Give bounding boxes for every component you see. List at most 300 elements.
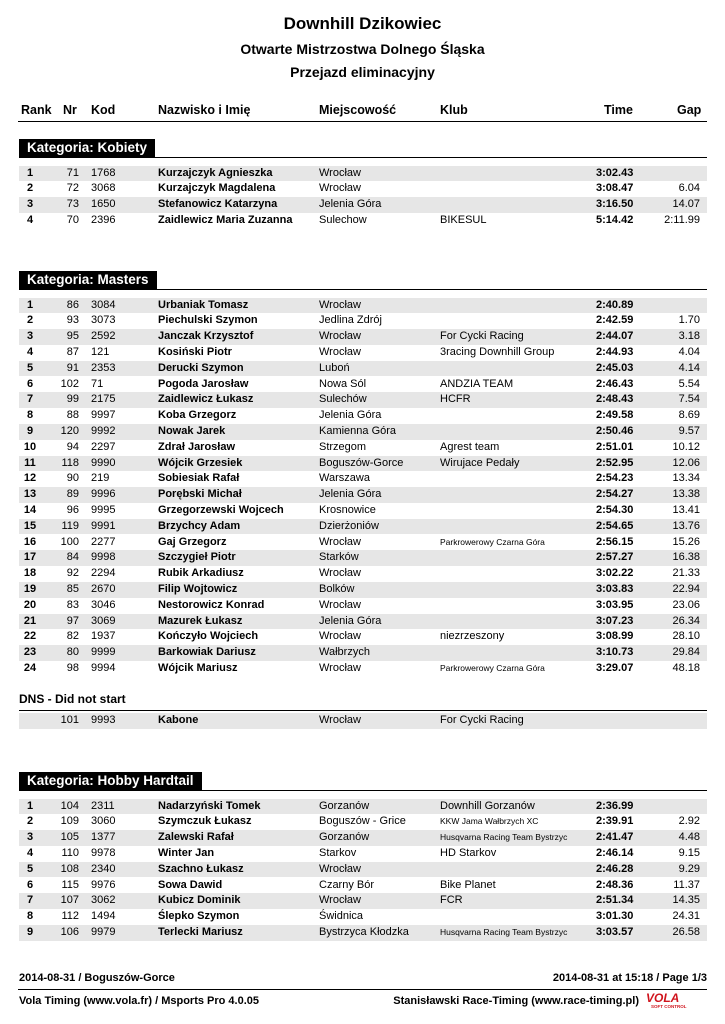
- time-cell: 3:16.50: [596, 198, 634, 211]
- table-row: [19, 408, 707, 424]
- rider-name-cell: Kosiński Piotr: [158, 345, 232, 358]
- footer-software: Vola Timing (www.vola.fr) / Msports Pro 4.0.05: [19, 995, 260, 1007]
- code-cell: 2340: [91, 862, 116, 875]
- table-row: [19, 909, 707, 925]
- rider-name-cell: Wójcik Grzesiek: [158, 456, 243, 469]
- rank-cell: 24: [23, 661, 37, 674]
- club-cell: Downhill Gorzanów: [440, 799, 535, 812]
- table-row: [19, 197, 707, 213]
- code-cell: 1494: [91, 910, 116, 923]
- bib-number-cell: 87: [66, 345, 79, 358]
- code-cell: 121: [91, 345, 110, 358]
- time-cell: 3:02.22: [596, 567, 634, 580]
- time-cell: 2:39.91: [596, 815, 634, 828]
- bib-number-cell: 82: [66, 630, 79, 643]
- city-cell: Sulechów: [319, 393, 367, 406]
- rank-cell: 4: [26, 345, 34, 358]
- table-row: [19, 713, 707, 729]
- time-cell: 2:56.15: [596, 535, 634, 548]
- bib-number-cell: 85: [66, 582, 79, 595]
- code-cell: 9993: [91, 714, 116, 726]
- table-row: [19, 846, 707, 862]
- city-cell: Wałbrzych: [319, 646, 370, 659]
- rank-cell: 1: [26, 166, 34, 179]
- rider-name-cell: Zdrał Jarosław: [158, 440, 236, 453]
- code-cell: 1937: [91, 630, 116, 643]
- gap-cell: 13.76: [672, 519, 700, 532]
- page-title: Downhill Dzikowiec: [283, 14, 442, 33]
- dns-title: DNS - Did not start: [19, 692, 126, 706]
- bib-number-cell: 95: [66, 330, 79, 343]
- table-row: [19, 878, 707, 894]
- bib-number-cell: 108: [60, 862, 79, 875]
- code-cell: 2175: [91, 393, 116, 406]
- time-cell: 3:29.07: [596, 661, 634, 674]
- table-row: [19, 329, 707, 345]
- city-cell: Gorzanów: [319, 831, 370, 844]
- rider-name-cell: Gaj Grzegorz: [158, 535, 227, 548]
- table-row: [19, 582, 707, 598]
- rider-name-cell: Mazurek Łukasz: [158, 614, 243, 627]
- time-cell: 2:36.99: [596, 799, 634, 812]
- city-cell: Wrocław: [319, 598, 361, 611]
- club-cell: 3racing Downhill Group: [440, 345, 555, 358]
- time-cell: 2:46.14: [596, 846, 634, 859]
- bib-number-cell: 72: [66, 182, 79, 195]
- gap-cell: 5.54: [678, 377, 700, 390]
- rank-cell: 8: [26, 409, 34, 422]
- time-cell: 2:54.30: [596, 503, 634, 516]
- code-cell: 2311: [91, 799, 115, 812]
- city-cell: Jelenia Góra: [319, 198, 382, 211]
- city-cell: Wrocław: [319, 535, 361, 548]
- time-cell: 3:03.57: [596, 925, 634, 938]
- city-cell: Sulechow: [319, 213, 367, 226]
- col-rank: Rank: [21, 103, 52, 117]
- club-cell: Parkrowerowy Czarna Góra: [440, 536, 545, 547]
- city-cell: Starków: [319, 551, 359, 564]
- col-kod: Kod: [91, 103, 116, 117]
- table-row: [19, 799, 707, 815]
- bib-number-cell: 119: [61, 519, 79, 532]
- time-cell: 2:50.46: [596, 424, 634, 437]
- rider-name-cell: Kurzajczyk Magdalena: [158, 182, 276, 195]
- time-cell: 2:46.28: [596, 862, 634, 875]
- table-row: [19, 471, 707, 487]
- rank-cell: 15: [23, 519, 37, 532]
- city-cell: Dzierżoniów: [319, 519, 379, 532]
- time-cell: 2:54.27: [596, 488, 634, 501]
- club-cell: FCR: [440, 894, 463, 907]
- rider-name-cell: Winter Jan: [158, 846, 215, 859]
- time-cell: 3:02.43: [596, 166, 634, 179]
- code-cell: 9995: [91, 503, 116, 516]
- rank-cell: 3: [26, 198, 34, 211]
- city-cell: Wrocław: [319, 567, 361, 580]
- gap-cell: 8.69: [678, 409, 700, 422]
- bib-number-cell: 104: [60, 799, 79, 812]
- rank-cell: 10: [23, 440, 37, 453]
- col-time: Time: [604, 103, 633, 117]
- table-row: [19, 645, 707, 661]
- bib-number-cell: 90: [66, 472, 79, 485]
- code-cell: 2396: [91, 213, 116, 226]
- table-row: [19, 519, 707, 535]
- gap-cell: 23.06: [672, 598, 700, 611]
- rank-cell: 12: [23, 472, 37, 485]
- time-cell: 3:08.99: [596, 630, 634, 643]
- city-cell: Wrocław: [319, 661, 361, 674]
- city-cell: Jelenia Góra: [319, 614, 382, 627]
- city-cell: Jelenia Góra: [319, 488, 382, 501]
- bib-number-cell: 101: [60, 714, 79, 726]
- rider-name-cell: Ślepko Szymon: [158, 910, 240, 923]
- code-cell: 2353: [91, 361, 116, 374]
- city-cell: Gorzanów: [319, 799, 370, 812]
- gap-cell: 29.84: [672, 646, 700, 659]
- gap-cell: 9.57: [678, 424, 700, 437]
- code-cell: 3046: [91, 598, 116, 611]
- col-name: Nazwisko i Imię: [158, 103, 251, 117]
- gap-cell: 13.41: [672, 503, 700, 516]
- col-city: Miejscowość: [319, 103, 397, 117]
- rider-name-cell: Rubik Arkadiusz: [158, 567, 244, 580]
- code-cell: 3060: [91, 815, 116, 828]
- club-cell: For Cycki Racing: [440, 714, 524, 726]
- gap-cell: 21.33: [672, 567, 700, 580]
- bib-number-cell: 109: [60, 815, 79, 828]
- rank-cell: 9: [26, 925, 34, 938]
- code-cell: 3062: [91, 894, 116, 907]
- gap-cell: 26.58: [672, 925, 700, 938]
- bib-number-cell: 99: [66, 393, 79, 406]
- bib-number-cell: 70: [66, 213, 79, 226]
- category-rule: [19, 157, 707, 158]
- bib-number-cell: 112: [61, 910, 79, 923]
- rider-name-cell: Brzychcy Adam: [158, 519, 241, 532]
- col-gap: Gap: [677, 103, 702, 117]
- time-cell: 2:41.47: [596, 831, 634, 844]
- footer-date-location: 2014-08-31 / Boguszów-Gorce: [19, 972, 175, 984]
- time-cell: 5:14.42: [596, 213, 634, 226]
- rank-cell: 4: [26, 846, 34, 859]
- city-cell: Luboń: [319, 361, 350, 374]
- column-headers: [0, 103, 725, 121]
- rider-name-cell: Koba Grzegorz: [158, 409, 237, 422]
- bib-number-cell: 94: [66, 440, 79, 453]
- time-cell: 2:44.93: [596, 345, 634, 358]
- code-cell: 2294: [91, 567, 116, 580]
- table-row: [19, 456, 707, 472]
- city-cell: Boguszów - Grice: [319, 815, 406, 828]
- city-cell: Starkov: [319, 846, 357, 859]
- bib-number-cell: 80: [66, 646, 79, 659]
- rank-cell: 3: [26, 330, 34, 343]
- bib-number-cell: 115: [61, 878, 79, 891]
- bib-number-cell: 83: [66, 598, 79, 611]
- code-cell: 9978: [91, 846, 116, 859]
- bib-number-cell: 86: [66, 298, 79, 311]
- club-cell: HCFR: [440, 393, 471, 406]
- city-cell: Świdnica: [319, 910, 364, 923]
- bib-number-cell: 91: [66, 361, 79, 374]
- time-cell: 3:03.95: [596, 598, 634, 611]
- footer-rule: [18, 989, 707, 990]
- bib-number-cell: 97: [66, 614, 79, 627]
- club-cell: niezrzeszony: [440, 630, 505, 643]
- vola-logo-text: VOLA: [646, 991, 680, 1005]
- rider-name-cell: Filip Wojtowicz: [158, 582, 238, 595]
- rider-name-cell: Zaidlewicz Łukasz: [158, 393, 254, 406]
- footer-page-info: 2014-08-31 at 15:18 / Page 1/3: [552, 972, 707, 984]
- vola-logo: [645, 990, 709, 1010]
- bib-number-cell: 106: [60, 925, 79, 938]
- rider-name-cell: Stefanowicz Katarzyna: [158, 198, 278, 211]
- category-rule: [19, 790, 707, 791]
- gap-cell: 11.37: [673, 878, 700, 891]
- rider-name-cell: Kubicz Dominik: [158, 894, 241, 907]
- rider-name-cell: Nestorowicz Konrad: [158, 598, 265, 611]
- city-cell: Jedlina Zdrój: [319, 314, 382, 327]
- club-cell: Parkrowerowy Czarna Góra: [440, 662, 545, 673]
- code-cell: 1768: [91, 166, 116, 179]
- gap-cell: 10.12: [672, 440, 700, 453]
- city-cell: Wrocław: [319, 630, 361, 643]
- table-row: [19, 535, 707, 551]
- col-club: Klub: [440, 103, 468, 117]
- bib-number-cell: 118: [61, 456, 79, 469]
- gap-cell: 16.38: [672, 551, 700, 564]
- bib-number-cell: 71: [66, 166, 79, 179]
- rank-cell: 1: [26, 799, 34, 812]
- rider-name-cell: Pogoda Jarosław: [158, 377, 249, 390]
- table-row: [19, 550, 707, 566]
- rank-cell: 20: [23, 598, 37, 611]
- city-cell: Krosnowice: [319, 503, 376, 516]
- table-row: [19, 629, 707, 645]
- bib-number-cell: 93: [66, 314, 79, 327]
- table-row: [19, 614, 707, 630]
- city-cell: Strzegom: [319, 440, 367, 453]
- rider-name-cell: Barkowiak Dariusz: [158, 646, 256, 659]
- time-cell: 3:01.30: [596, 910, 634, 923]
- city-cell: Wrocław: [319, 182, 361, 195]
- rider-name-cell: Wójcik Mariusz: [158, 661, 238, 674]
- gap-cell: 4.48: [678, 831, 700, 844]
- time-cell: 3:07.23: [596, 614, 634, 627]
- rank-cell: 5: [26, 361, 34, 374]
- table-row: [19, 313, 707, 329]
- table-row: [19, 377, 707, 393]
- club-cell: ANDZIA TEAM: [440, 377, 514, 390]
- city-cell: Wrocław: [319, 714, 361, 726]
- gap-cell: 13.38: [672, 488, 700, 501]
- city-cell: Wrocław: [319, 894, 361, 907]
- category-heading: Kategoria: Kobiety: [19, 139, 155, 157]
- code-cell: 3073: [91, 314, 116, 327]
- time-cell: 2:51.34: [596, 894, 634, 907]
- table-row: [19, 440, 707, 456]
- gap-cell: 48.18: [672, 661, 700, 674]
- code-cell: 9999: [91, 646, 116, 659]
- time-cell: 2:51.01: [596, 440, 634, 453]
- time-cell: 3:03.83: [596, 582, 634, 595]
- rider-name-cell: Kończyło Wojciech: [158, 630, 259, 643]
- time-cell: 2:54.65: [596, 519, 634, 532]
- table-row: [19, 487, 707, 503]
- city-cell: Kamienna Góra: [319, 424, 397, 437]
- club-cell: Husqvarna Racing Team Bystrzyc: [440, 926, 568, 937]
- club-cell: BIKESUL: [440, 213, 487, 226]
- time-cell: 2:45.03: [596, 361, 634, 374]
- bib-number-cell: 96: [66, 503, 79, 516]
- time-cell: 3:08.47: [596, 182, 634, 195]
- time-cell: 2:46.43: [596, 377, 634, 390]
- table-row: [19, 424, 707, 440]
- rider-name-cell: Urbaniak Tomasz: [158, 298, 249, 311]
- rider-name-cell: Szymczuk Łukasz: [158, 815, 252, 828]
- rank-cell: 7: [26, 393, 34, 406]
- gap-cell: 7.54: [678, 393, 700, 406]
- city-cell: Nowa Sól: [319, 377, 367, 390]
- rank-cell: 2: [26, 182, 34, 195]
- page-subtitle: Otwarte Mistrzostwa Dolnego Śląska: [240, 41, 485, 57]
- time-cell: 2:49.58: [596, 409, 634, 422]
- gap-cell: 9.29: [678, 862, 700, 875]
- bib-number-cell: 84: [66, 551, 79, 564]
- rider-name-cell: Janczak Krzysztof: [158, 330, 254, 343]
- rank-cell: 21: [23, 614, 37, 627]
- time-cell: 2:44.07: [596, 330, 634, 343]
- header-rule: [18, 121, 707, 122]
- gap-cell: 2.92: [678, 815, 700, 828]
- rider-name-cell: Piechulski Szymon: [158, 314, 258, 327]
- club-cell: For Cycki Racing: [440, 330, 524, 343]
- rank-cell: 2: [26, 314, 34, 327]
- gap-cell: 22.94: [672, 582, 700, 595]
- rank-cell: 3: [26, 831, 34, 844]
- time-cell: 2:48.36: [596, 878, 634, 891]
- table-row: [19, 166, 707, 182]
- time-cell: 2:54.23: [596, 472, 634, 485]
- code-cell: 1650: [91, 198, 116, 211]
- time-cell: 2:42.59: [596, 314, 634, 327]
- rider-name-cell: Szachno Łukasz: [158, 862, 244, 875]
- code-cell: 3084: [91, 298, 116, 311]
- city-cell: Wrocław: [319, 345, 361, 358]
- gap-cell: 12.06: [672, 456, 700, 469]
- rider-name-cell: Zalewski Rafał: [158, 831, 234, 844]
- rank-cell: 6: [26, 377, 34, 390]
- city-cell: Jelenia Góra: [319, 409, 382, 422]
- rider-name-cell: Derucki Szymon: [158, 361, 244, 374]
- rider-name-cell: Sobiesiak Rafał: [158, 472, 240, 485]
- rank-cell: 9: [26, 424, 34, 437]
- rank-cell: 11: [24, 456, 36, 469]
- table-row: [19, 181, 707, 197]
- code-cell: 2277: [91, 535, 116, 548]
- code-cell: 1377: [91, 831, 116, 844]
- city-cell: Wrocław: [319, 862, 361, 875]
- gap-cell: 4.04: [678, 345, 700, 358]
- city-cell: Bolków: [319, 582, 355, 595]
- gap-cell: 1.70: [678, 314, 700, 327]
- time-cell: 3:10.73: [596, 646, 634, 659]
- gap-cell: 3.18: [678, 330, 700, 343]
- rank-cell: 16: [23, 535, 37, 548]
- table-row: [19, 814, 707, 830]
- club-cell: Wirujace Pedały: [440, 456, 520, 469]
- rider-name-cell: Terlecki Mariusz: [158, 925, 243, 938]
- bib-number-cell: 107: [60, 894, 79, 907]
- col-nr: Nr: [63, 103, 77, 117]
- rank-cell: 5: [26, 862, 34, 875]
- gap-cell: 4.14: [678, 361, 700, 374]
- gap-cell: 13.34: [672, 472, 700, 485]
- rider-name-cell: Kabone: [158, 714, 199, 726]
- city-cell: Wrocław: [319, 298, 361, 311]
- bib-number-cell: 120: [60, 424, 79, 437]
- code-cell: 9994: [91, 661, 116, 674]
- footer-timing: Stanisławski Race-Timing (www.race-timing.pl): [393, 995, 639, 1007]
- rank-cell: 23: [23, 646, 37, 659]
- code-cell: 2592: [91, 330, 116, 343]
- bib-number-cell: 105: [60, 831, 79, 844]
- rider-name-cell: Szczygieł Piotr: [158, 551, 236, 564]
- code-cell: 9998: [91, 551, 116, 564]
- rider-name-cell: Nowak Jarek: [158, 424, 226, 437]
- rider-name-cell: Zaidlewicz Maria Zuzanna: [158, 213, 293, 226]
- table-row: [19, 862, 707, 878]
- gap-cell: 6.04: [678, 182, 700, 195]
- club-cell: KKW Jama Wałbrzych XC: [440, 816, 539, 827]
- vola-logo-subtext: SOFT CONTROL: [651, 1004, 687, 1009]
- stage-title: Przejazd eliminacyjny: [290, 64, 435, 80]
- rank-cell: 4: [26, 213, 34, 226]
- dns-rule: [19, 710, 707, 711]
- rank-cell: 18: [23, 567, 37, 580]
- table-row: [19, 361, 707, 377]
- table-row: [19, 345, 707, 361]
- code-cell: 3068: [91, 182, 116, 195]
- gap-cell: 9.15: [678, 846, 700, 859]
- rider-name-cell: Nadarzyński Tomek: [158, 799, 261, 812]
- code-cell: 3069: [91, 614, 116, 627]
- club-cell: Husqvarna Racing Team Bystrzyc: [440, 832, 568, 843]
- rank-cell: 8: [26, 910, 34, 923]
- rank-cell: 1: [26, 298, 34, 311]
- club-cell: Agrest team: [440, 440, 500, 453]
- table-row: [19, 598, 707, 614]
- gap-cell: 26.34: [672, 614, 700, 627]
- category-heading: Kategoria: Hobby Hardtail: [19, 772, 202, 790]
- time-cell: 2:57.27: [596, 551, 634, 564]
- club-cell: Bike Planet: [440, 878, 496, 891]
- rank-cell: 13: [23, 488, 37, 501]
- rank-cell: 14: [23, 503, 37, 516]
- bib-number-cell: 98: [66, 661, 79, 674]
- code-cell: 9996: [91, 488, 116, 501]
- city-cell: Warszawa: [319, 472, 370, 485]
- rider-name-cell: Grzegorzewski Wojcech: [158, 503, 284, 516]
- city-cell: Czarny Bór: [319, 878, 375, 891]
- time-cell: 2:52.95: [596, 456, 634, 469]
- city-cell: Bystrzyca Kłodzka: [319, 925, 409, 938]
- rank-cell: 17: [23, 551, 37, 564]
- rank-cell: 6: [26, 878, 34, 891]
- rank-cell: 7: [26, 894, 34, 907]
- table-row: [19, 661, 707, 677]
